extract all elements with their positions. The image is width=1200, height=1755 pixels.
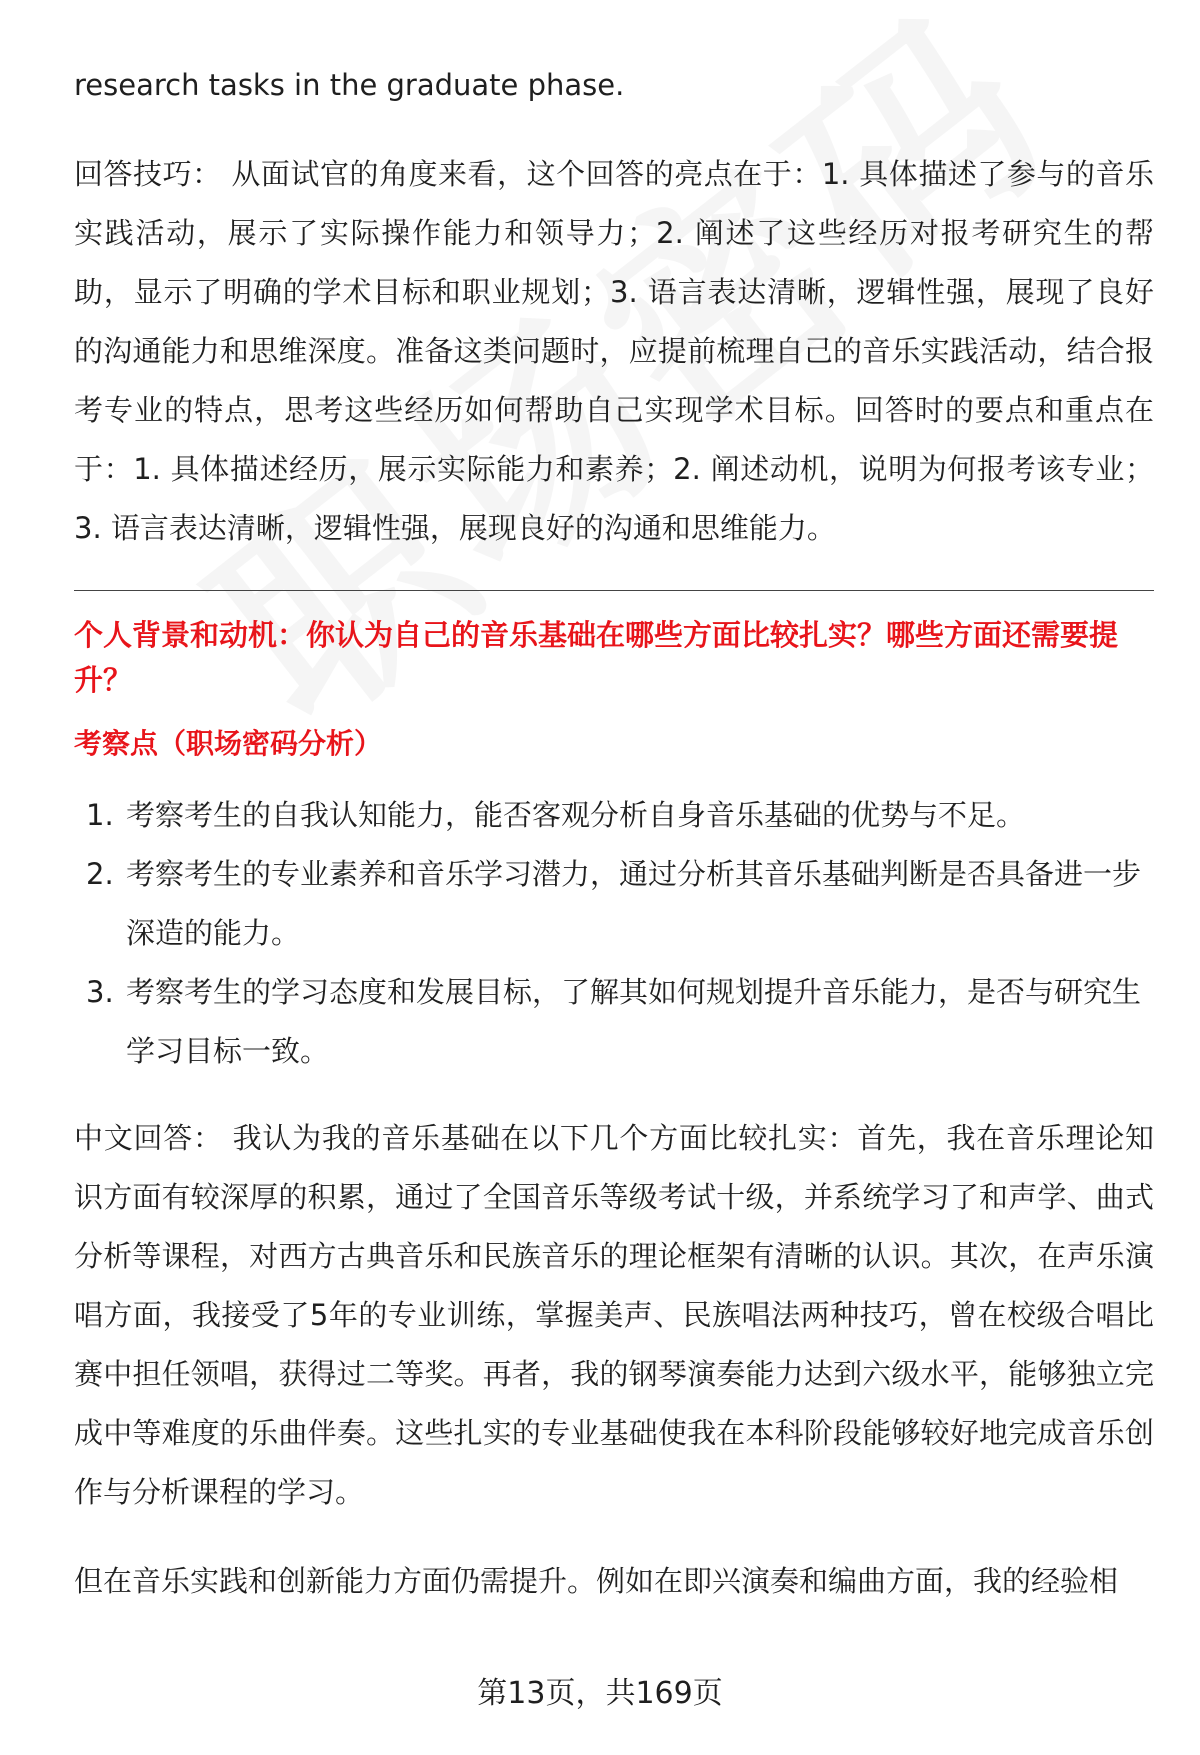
list-item-text: 考察考生的自我认知能力，能否客观分析自身音乐基础的优势与不足。 xyxy=(126,798,1026,832)
tips-text: 从面试官的角度来看，这个回答的亮点在于：1. 具体描述了参与的音乐实践活动，展示了实际操作能力和领导力；2. 阐述了这些经历对报考研究生的帮助，显示了明确的学术目标和职业规划；3. 语言表达清晰，逻辑性强，展现了良好的沟通能力和思维深度。准备这类问题时，应提前梳理自己的音乐实践活动，结合报考专业的特点，思考这些经历如何帮助自己实现学术目标。回答时的要点和重点在于：1. 具体描述经历，展示实际能力和素养；2. 阐述动机，说明为何报考该专业；3. 语言表达清晰，逻辑性强，展现良好的沟通和思维能力。 xyxy=(74,157,1154,545)
list-item xyxy=(74,963,1154,1081)
list-item-number: 1. xyxy=(86,798,114,832)
tips-label: 回答技巧： xyxy=(74,157,222,191)
focus-points-list xyxy=(74,786,1154,1081)
tips-paragraph xyxy=(74,145,1154,558)
list-item-number: 2. xyxy=(86,857,114,891)
answer-continuation: 但在音乐实践和创新能力方面仍需提升。例如在即兴演奏和编曲方面，我的经验相 xyxy=(74,1564,1119,1598)
answer-text: 我认为我的音乐基础在以下几个方面比较扎实：首先，我在音乐理论知识方面有较深厚的积累，通过了全国音乐等级考试十级，并系统学习了和声学、曲式分析等课程，对西方古典音乐和民族音乐的理论框架有清晰的认识。其次，在声乐演唱方面，我接受了5年的专业训练，掌握美声、民族唱法两种技巧，曾在校级合唱比赛中担任领唱，获得过二等奖。再者，我的钢琴演奏能力达到六级水平，能够独立完成中等难度的乐曲伴奏。这些扎实的专业基础使我在本科阶段能够较好地完成音乐创作与分析课程的学习。 xyxy=(74,1121,1154,1509)
intro-continuation: research tasks in the graduate phase. xyxy=(74,68,625,102)
page-content xyxy=(74,56,1154,1611)
answer-label: 中文回答： xyxy=(74,1121,223,1155)
list-item xyxy=(74,845,1154,963)
focus-title: 考察点（职场密码分析） xyxy=(74,727,383,760)
page-number: 第13页，共169页 xyxy=(477,1676,723,1711)
section-divider xyxy=(74,590,1154,591)
list-item-text: 考察考生的学习态度和发展目标，了解其如何规划提升音乐能力，是否与研究生学习目标一致。 xyxy=(126,975,1142,1068)
answer-paragraph xyxy=(74,1109,1154,1522)
list-item xyxy=(74,786,1154,845)
list-item-text: 考察考生的专业素养和音乐学习潜力，通过分析其音乐基础判断是否具备进一步深造的能力。 xyxy=(126,857,1142,950)
question-title: 个人背景和动机：你认为自己的音乐基础在哪些方面比较扎实？哪些方面还需要提升？ xyxy=(74,618,1119,697)
list-item-number: 3. xyxy=(86,975,114,1009)
